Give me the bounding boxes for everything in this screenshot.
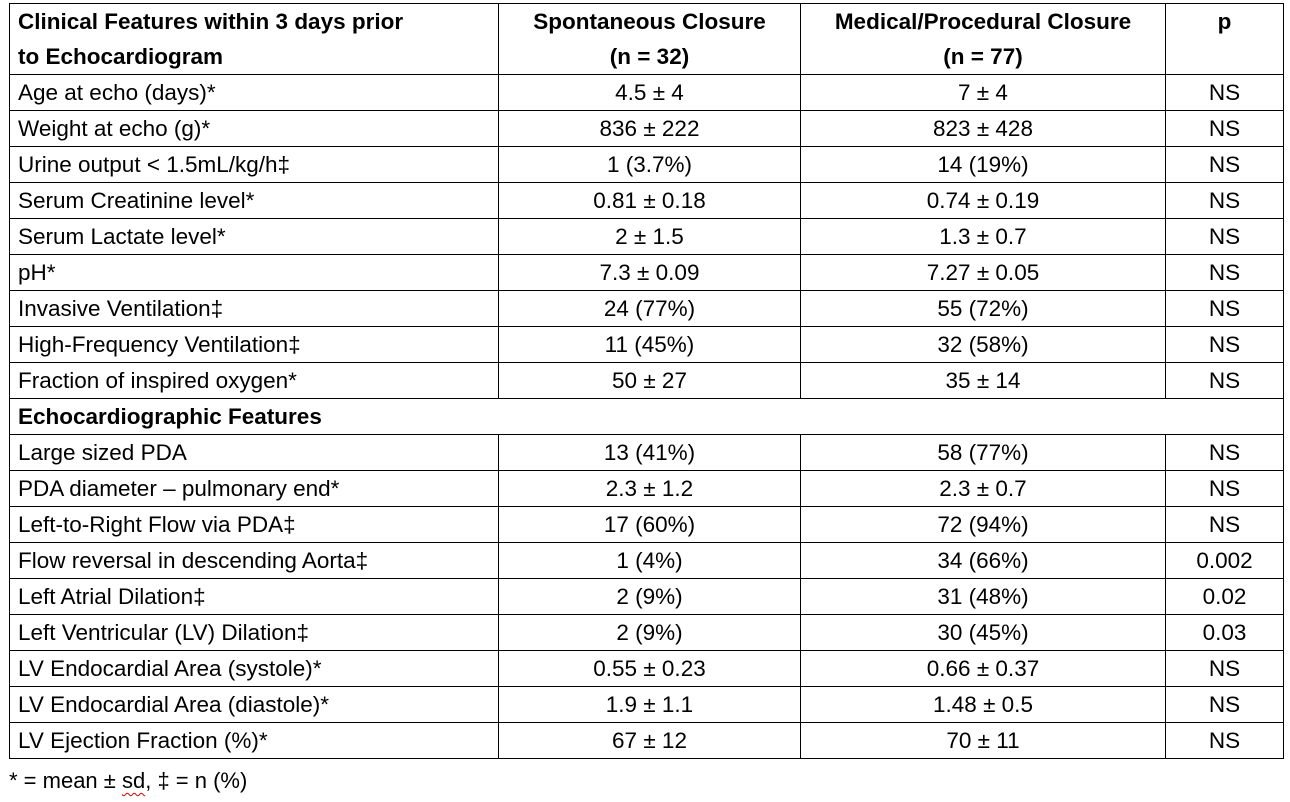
feature-cell: Weight at echo (g)*: [10, 111, 499, 147]
medical-value-cell: 30 (45%): [801, 615, 1166, 651]
spontaneous-value-cell: 67 ± 12: [499, 723, 801, 759]
header-feature-line2: to Echocardiogram: [18, 44, 224, 69]
table-row: [10, 183, 1284, 219]
feature-cell: Left Ventricular (LV) Dilation‡: [10, 615, 499, 651]
feature-cell: Urine output < 1.5mL/kg/h‡: [10, 147, 499, 183]
table-row: [10, 543, 1284, 579]
p-value-cell: NS: [1166, 219, 1284, 255]
header-p-cell: p: [1166, 4, 1284, 75]
medical-value-cell: 14 (19%): [801, 147, 1166, 183]
medical-value-cell: 35 ± 14: [801, 363, 1166, 399]
header-medical-line2: (n = 77): [943, 44, 1023, 69]
medical-value-cell: 70 ± 11: [801, 723, 1166, 759]
feature-cell: LV Endocardial Area (diastole)*: [10, 687, 499, 723]
header-spontaneous-cell: [499, 4, 801, 75]
header-medical-cell: [801, 4, 1166, 75]
spontaneous-value-cell: 7.3 ± 0.09: [499, 255, 801, 291]
medical-value-cell: 1.48 ± 0.5: [801, 687, 1166, 723]
p-value-cell: NS: [1166, 651, 1284, 687]
section-title: Echocardiographic Features: [10, 399, 1284, 435]
p-value-cell: NS: [1166, 183, 1284, 219]
feature-cell: Age at echo (days)*: [10, 75, 499, 111]
table-row: [10, 219, 1284, 255]
header-feature-cell: [10, 4, 499, 75]
feature-cell: Left Atrial Dilation‡: [10, 579, 499, 615]
spontaneous-value-cell: 2 (9%): [499, 579, 801, 615]
p-value-cell: NS: [1166, 471, 1284, 507]
p-value-cell: NS: [1166, 507, 1284, 543]
spontaneous-value-cell: 13 (41%): [499, 435, 801, 471]
p-value-cell: 0.03: [1166, 615, 1284, 651]
header-feature-line1: Clinical Features within 3 days prior: [18, 9, 404, 34]
spontaneous-value-cell: 1.9 ± 1.1: [499, 687, 801, 723]
spontaneous-value-cell: 24 (77%): [499, 291, 801, 327]
header-spontaneous-line1: Spontaneous Closure: [533, 9, 766, 34]
section-header-row: [10, 399, 1284, 435]
footnote-sd: sd: [121, 768, 146, 793]
table-row: [10, 75, 1284, 111]
feature-cell: Invasive Ventilation‡: [10, 291, 499, 327]
table-row: [10, 435, 1284, 471]
p-value-cell: NS: [1166, 255, 1284, 291]
feature-cell: High-Frequency Ventilation‡: [10, 327, 499, 363]
medical-value-cell: 34 (66%): [801, 543, 1166, 579]
table-row: [10, 687, 1284, 723]
spontaneous-value-cell: 1 (4%): [499, 543, 801, 579]
spontaneous-value-cell: 836 ± 222: [499, 111, 801, 147]
table-footnote: [9, 764, 247, 798]
spontaneous-value-cell: 50 ± 27: [499, 363, 801, 399]
p-value-cell: NS: [1166, 75, 1284, 111]
spontaneous-value-cell: 0.55 ± 0.23: [499, 651, 801, 687]
table-row: [10, 471, 1284, 507]
medical-value-cell: 7.27 ± 0.05: [801, 255, 1166, 291]
feature-cell: Serum Creatinine level*: [10, 183, 499, 219]
spontaneous-value-cell: 2 ± 1.5: [499, 219, 801, 255]
p-value-cell: NS: [1166, 687, 1284, 723]
feature-cell: Large sized PDA: [10, 435, 499, 471]
table-row: [10, 615, 1284, 651]
spontaneous-value-cell: 2 (9%): [499, 615, 801, 651]
medical-value-cell: 31 (48%): [801, 579, 1166, 615]
header-medical-line1: Medical/Procedural Closure: [834, 9, 1132, 34]
p-value-cell: 0.02: [1166, 579, 1284, 615]
medical-value-cell: 0.74 ± 0.19: [801, 183, 1166, 219]
footnote-after: , ‡ = n (%): [145, 768, 248, 793]
medical-value-cell: 58 (77%): [801, 435, 1166, 471]
feature-cell: Fraction of inspired oxygen*: [10, 363, 499, 399]
spontaneous-value-cell: 11 (45%): [499, 327, 801, 363]
p-value-cell: NS: [1166, 327, 1284, 363]
feature-cell: PDA diameter – pulmonary end*: [10, 471, 499, 507]
spontaneous-value-cell: 17 (60%): [499, 507, 801, 543]
medical-value-cell: 823 ± 428: [801, 111, 1166, 147]
medical-value-cell: 7 ± 4: [801, 75, 1166, 111]
spontaneous-value-cell: 4.5 ± 4: [499, 75, 801, 111]
table-row: [10, 579, 1284, 615]
medical-value-cell: 2.3 ± 0.7: [801, 471, 1166, 507]
table-row: [10, 255, 1284, 291]
feature-cell: Flow reversal in descending Aorta‡: [10, 543, 499, 579]
feature-cell: Left-to-Right Flow via PDA‡: [10, 507, 499, 543]
feature-cell: pH*: [10, 255, 499, 291]
table-header-row: [10, 4, 1284, 75]
table-row: [10, 651, 1284, 687]
header-spontaneous-line2: (n = 32): [609, 44, 690, 69]
p-value-cell: NS: [1166, 291, 1284, 327]
medical-value-cell: 32 (58%): [801, 327, 1166, 363]
p-value-cell: NS: [1166, 723, 1284, 759]
feature-cell: Serum Lactate level*: [10, 219, 499, 255]
table-row: [10, 363, 1284, 399]
medical-value-cell: 55 (72%): [801, 291, 1166, 327]
medical-value-cell: 0.66 ± 0.37: [801, 651, 1166, 687]
footnote-before: * = mean ±: [9, 768, 122, 793]
table-row: [10, 723, 1284, 759]
spontaneous-value-cell: 0.81 ± 0.18: [499, 183, 801, 219]
feature-cell: LV Endocardial Area (systole)*: [10, 651, 499, 687]
medical-value-cell: 72 (94%): [801, 507, 1166, 543]
table-row: [10, 147, 1284, 183]
spontaneous-value-cell: 1 (3.7%): [499, 147, 801, 183]
top-crop-edge: [9, 0, 1283, 3]
results-table: [9, 3, 1284, 759]
p-value-cell: NS: [1166, 111, 1284, 147]
table-row: [10, 327, 1284, 363]
p-value-cell: NS: [1166, 435, 1284, 471]
p-value-cell: NS: [1166, 363, 1284, 399]
table-body: [10, 4, 1284, 759]
p-value-cell: NS: [1166, 147, 1284, 183]
p-value-cell: 0.002: [1166, 543, 1284, 579]
spontaneous-value-cell: 2.3 ± 1.2: [499, 471, 801, 507]
feature-cell: LV Ejection Fraction (%)*: [10, 723, 499, 759]
table-row: [10, 291, 1284, 327]
table-row: [10, 111, 1284, 147]
table-row: [10, 507, 1284, 543]
medical-value-cell: 1.3 ± 0.7: [801, 219, 1166, 255]
